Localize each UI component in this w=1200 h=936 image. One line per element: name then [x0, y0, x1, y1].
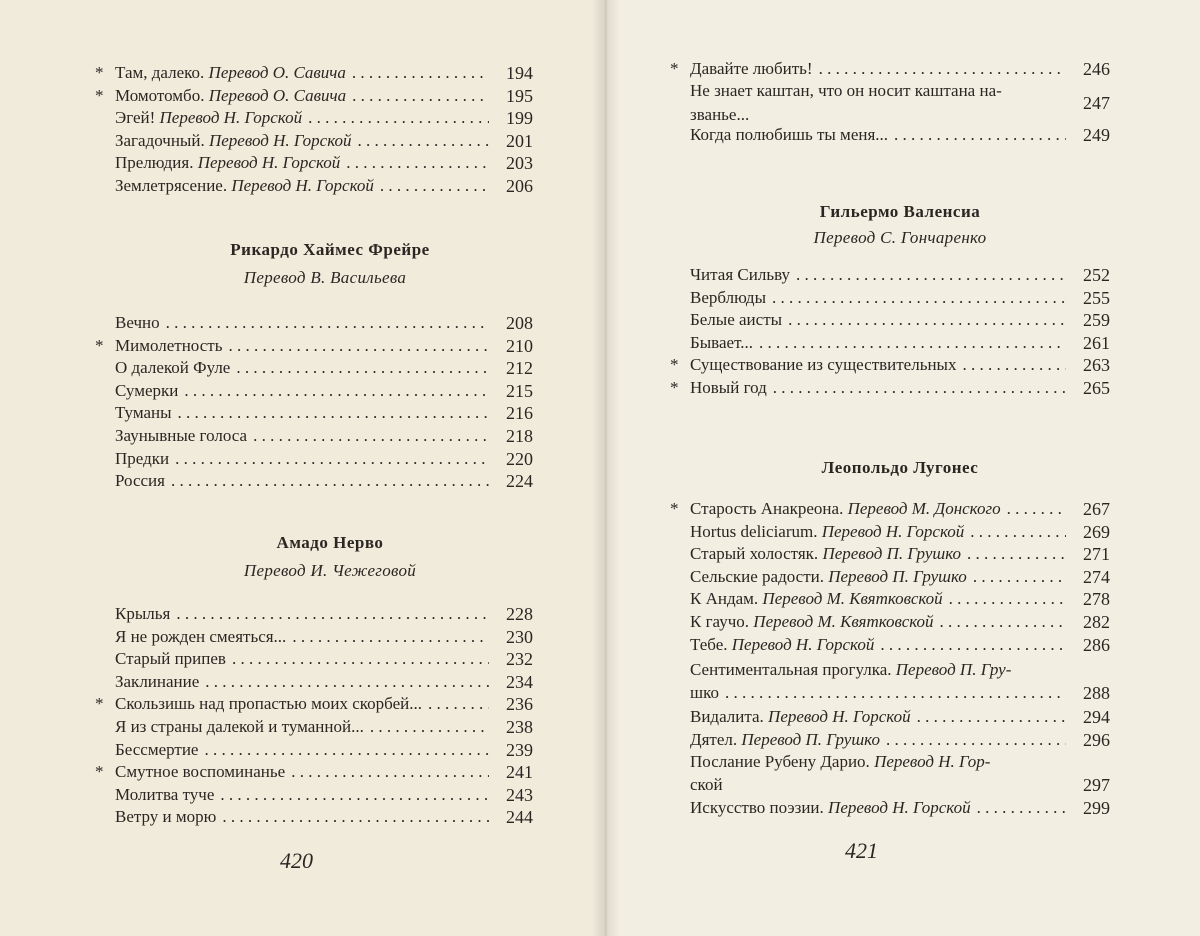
page-number: 297 — [1083, 775, 1110, 795]
dot-leader — [169, 448, 489, 470]
page-number: 218 — [506, 426, 533, 446]
toc-entry — [115, 716, 533, 738]
page-number: 282 — [1083, 612, 1110, 632]
entry-title — [115, 716, 364, 738]
toc-entry — [95, 335, 533, 357]
poem-title: Бывает... — [690, 332, 753, 352]
toc-entry — [690, 729, 1110, 751]
poem-title: Туманы — [115, 403, 172, 423]
entry-title — [690, 611, 934, 633]
dot-leader — [230, 357, 489, 379]
page-number: 288 — [1083, 683, 1110, 703]
entry-title — [115, 806, 216, 828]
toc-entry — [115, 380, 533, 402]
entry-title: ской — [690, 775, 723, 794]
toc-entry — [115, 626, 533, 648]
poem-title: Момотомбо. — [115, 85, 205, 105]
dot-leader — [340, 152, 489, 174]
poem-title: Мимолетность — [115, 335, 223, 355]
entry-title — [690, 58, 813, 80]
toc-entry — [95, 693, 533, 715]
entry-title — [690, 543, 961, 565]
author-heading: Рикардо Хаймес Фрейре — [230, 240, 430, 259]
toc-entry — [115, 648, 533, 670]
toc-entry — [690, 588, 1110, 610]
toc-entry — [115, 425, 533, 447]
page-number: 265 — [1083, 378, 1110, 398]
toc-entry — [690, 309, 1110, 331]
entry-title — [115, 603, 170, 625]
toc-entry — [670, 498, 1110, 520]
dot-leader — [719, 682, 1066, 704]
poem-title: Читая Сильву — [690, 265, 791, 284]
page-number: 271 — [1083, 544, 1110, 565]
translator-credit: Перевод О. Савича — [208, 63, 346, 82]
page-number: 232 — [506, 649, 533, 670]
page-number: 278 — [1083, 589, 1110, 610]
asterisk-mark: * — [670, 378, 679, 397]
toc-entry — [115, 603, 533, 625]
toc-entry — [115, 671, 533, 693]
page-number: 220 — [506, 448, 533, 469]
author-heading: Леопольдо Лугонес — [821, 458, 979, 477]
translator-credit: Перевод П. Гру- — [895, 660, 1012, 679]
poem-title: Белые аисты — [690, 310, 783, 330]
poem-title: Искусство поэзии. — [690, 798, 824, 817]
dot-leader — [214, 784, 489, 806]
entry-title — [690, 729, 880, 751]
entry-title: званье... — [690, 105, 750, 124]
toc-entry — [670, 377, 1110, 399]
poem-title: Тебе. — [690, 634, 728, 654]
entry-title — [690, 309, 782, 331]
poem-title: Там, далеко. — [115, 63, 205, 82]
poem-title: Эгей! — [115, 108, 156, 128]
entry-title — [690, 332, 753, 354]
dot-leader — [285, 761, 489, 783]
toc-entry — [690, 706, 1110, 728]
dot-leader — [964, 521, 1066, 543]
page-number: 269 — [1083, 521, 1110, 542]
toc-entry — [115, 357, 533, 379]
dot-leader — [170, 603, 489, 625]
page-number: 267 — [1083, 499, 1110, 519]
page-number: 252 — [1083, 265, 1110, 285]
entry-title — [690, 264, 790, 286]
toc-entry — [115, 470, 533, 492]
page-number: 206 — [506, 176, 533, 196]
entry-title — [115, 335, 222, 357]
dot-leader — [813, 58, 1066, 80]
toc-entry — [115, 739, 533, 761]
translator-credit: Перевод Н. Горской — [231, 176, 374, 195]
entry-title: Послание Рубену Дарио. Перевод Н. Гор- — [690, 752, 991, 771]
poem-title: Заунывные голоса — [115, 426, 248, 445]
page-number: 246 — [1083, 59, 1110, 79]
dot-leader — [374, 175, 489, 197]
entry-title — [690, 124, 888, 146]
asterisk-mark: * — [95, 762, 104, 782]
toc-entry — [115, 175, 533, 197]
toc-entry — [690, 634, 1110, 656]
entry-title — [115, 448, 169, 470]
entry-title — [690, 287, 766, 309]
page-number: 243 — [506, 784, 533, 805]
page-number: 255 — [1083, 287, 1110, 308]
dot-leader — [753, 332, 1066, 354]
page-number: 215 — [506, 380, 533, 401]
dot-leader — [767, 377, 1066, 399]
toc-entry — [95, 85, 533, 107]
dot-leader — [172, 402, 489, 424]
toc-entry-continuation — [690, 682, 1110, 704]
translator-credit: Перевод П. Грушко — [822, 544, 962, 564]
dot-leader — [178, 380, 489, 402]
dot-leader — [971, 797, 1066, 819]
entry-title — [115, 62, 346, 84]
entry-title — [690, 706, 911, 728]
entry-title — [115, 470, 165, 492]
dot-leader — [216, 806, 489, 828]
entry-title: шко — [690, 683, 719, 702]
page-number: 210 — [506, 335, 533, 356]
entry-title — [115, 784, 214, 806]
translator-credit: Перевод Н. Горской — [821, 521, 965, 541]
poem-title: Видалита. — [690, 707, 764, 726]
page-number: 247 — [1083, 93, 1110, 113]
poem-title: Бессмертие — [115, 739, 199, 759]
poem-title: Верблюды — [690, 287, 767, 307]
translator-credit: Перевод П. Грушко — [741, 729, 880, 749]
poem-title: Сумерки — [115, 380, 179, 400]
poem-title: Предки — [115, 448, 170, 468]
translator-credit: Перевод Н. Гор- — [874, 752, 991, 771]
page-number: 261 — [1083, 332, 1110, 353]
translator-heading: Перевод В. Васильева — [243, 268, 407, 287]
poem-title: Новый год — [690, 378, 767, 397]
dot-leader — [198, 739, 489, 761]
page-number: 239 — [506, 739, 533, 760]
page-folio: 420 — [280, 848, 313, 873]
entry-title — [690, 797, 971, 819]
toc-entry — [690, 611, 1110, 633]
toc-entry — [95, 761, 533, 783]
poem-title: Старый припев — [115, 649, 226, 669]
page-number: 212 — [506, 358, 533, 379]
translator-credit: Перевод Н. Горской — [197, 153, 341, 173]
poem-title: Заклинание — [115, 671, 200, 691]
entry-title — [115, 761, 285, 783]
page-folio: 421 — [845, 838, 878, 863]
toc-entry — [115, 130, 533, 152]
page-number: 230 — [506, 626, 533, 647]
poem-title: Я не рожден смеяться... — [115, 626, 287, 646]
poem-title: Hortus deliciarum. — [690, 521, 818, 541]
toc-entry — [115, 312, 533, 334]
page-number: 241 — [506, 762, 533, 783]
page-number: 299 — [1083, 798, 1110, 818]
asterisk-mark: * — [670, 59, 679, 78]
dot-leader — [967, 566, 1066, 588]
entry-title — [115, 107, 302, 129]
entry-title — [115, 648, 226, 670]
poem-title: Россия — [115, 471, 165, 491]
entry-title — [690, 377, 767, 399]
dot-leader — [247, 425, 489, 447]
poem-title: К гаучо. — [690, 612, 750, 631]
toc-entry — [670, 58, 1110, 80]
dot-leader — [766, 287, 1066, 309]
poem-title: К Андам. — [690, 589, 759, 609]
page-number: 208 — [506, 313, 533, 333]
translator-credit: Перевод Н. Горской — [159, 108, 303, 128]
page-number: 259 — [1083, 310, 1110, 331]
asterisk-mark: * — [670, 499, 679, 518]
entry-title — [690, 354, 956, 376]
entry-title — [115, 380, 178, 402]
poem-title: Я из страны далекой и туманной... — [115, 717, 364, 736]
translator-heading: Перевод С. Гончаренко — [813, 228, 987, 247]
poem-title: Когда полюбишь ты меня... — [690, 125, 889, 144]
page-number: 294 — [1083, 707, 1110, 727]
entry-title — [115, 312, 160, 334]
translator-credit: Перевод Н. Горской — [208, 130, 352, 150]
dot-leader — [222, 335, 489, 357]
asterisk-mark: * — [95, 335, 104, 355]
toc-entry — [115, 448, 533, 470]
toc-entry — [690, 287, 1110, 309]
toc-entry — [115, 152, 533, 174]
translator-credit: Перевод Н. Горской — [828, 798, 971, 817]
poem-title: Загадочный. — [115, 130, 205, 150]
dot-leader — [874, 634, 1066, 656]
entry-title — [115, 693, 422, 715]
poem-title: Дятел. — [690, 729, 738, 749]
page-number: 249 — [1083, 125, 1110, 145]
entry-title: Не знает каштан, что он носит каштана на- — [690, 81, 1002, 100]
page-number: 203 — [506, 153, 533, 174]
dot-leader — [422, 693, 489, 715]
page-number: 195 — [506, 85, 533, 106]
page-number: 244 — [506, 807, 533, 828]
asterisk-mark: * — [95, 694, 104, 714]
translator-credit: Перевод М. Квятковской — [762, 589, 943, 609]
dot-leader — [302, 107, 489, 129]
poem-title: О далекой Фуле — [115, 358, 231, 378]
page-number: 263 — [1083, 355, 1110, 376]
toc-entry — [115, 784, 533, 806]
entry-title: Сентиментальная прогулка. Перевод П. Гру- — [690, 660, 1012, 679]
entry-title — [115, 671, 199, 693]
poem-title: Ветру и морю — [115, 807, 217, 827]
entry-title — [690, 566, 967, 588]
entry-title — [115, 85, 346, 107]
poem-title: Сельские радости. — [690, 566, 824, 586]
toc-entry — [690, 332, 1110, 354]
dot-leader — [782, 309, 1066, 331]
entry-title — [115, 175, 374, 197]
page-number: 238 — [506, 717, 533, 737]
toc-entry — [690, 521, 1110, 543]
dot-leader — [286, 626, 489, 648]
entry-title — [690, 588, 943, 610]
entry-title — [115, 357, 230, 379]
dot-leader — [880, 729, 1066, 751]
entry-title — [115, 626, 286, 648]
page-number: 201 — [506, 130, 533, 151]
toc-entry — [690, 566, 1110, 588]
poem-title: Смутное воспоминанье — [115, 762, 286, 782]
page-number: 296 — [1083, 729, 1110, 750]
toc-entry — [690, 264, 1110, 286]
dot-leader — [961, 543, 1066, 565]
poem-title: Землетрясение. — [115, 176, 228, 195]
dot-leader — [352, 130, 489, 152]
poem-title: Существование из существительных — [690, 355, 957, 375]
dot-leader — [790, 264, 1066, 286]
dot-leader — [199, 671, 489, 693]
entry-title — [690, 634, 874, 656]
translator-credit: Перевод О. Савича — [208, 85, 347, 105]
toc-entry — [95, 62, 533, 84]
page-number: 228 — [506, 604, 533, 624]
page-number: 274 — [1083, 566, 1110, 587]
toc-entry — [690, 797, 1110, 819]
translator-credit: Перевод Н. Горской — [731, 634, 875, 654]
poem-title: Молитва туче — [115, 784, 215, 804]
entry-title — [115, 739, 198, 761]
poem-title: Вечно — [115, 313, 160, 332]
page-number: 216 — [506, 403, 533, 424]
translator-credit: Перевод Н. Горской — [768, 707, 911, 726]
poem-title: Старый холостяк. — [690, 544, 819, 564]
page-number: 194 — [506, 63, 533, 83]
dot-leader — [911, 706, 1066, 728]
entry-title — [690, 521, 964, 543]
toc-entry — [690, 543, 1110, 565]
entry-title — [115, 425, 247, 447]
book-gutter — [592, 0, 620, 936]
dot-leader — [943, 588, 1066, 610]
page-number: 199 — [506, 108, 533, 129]
dot-leader — [165, 470, 489, 492]
dot-leader — [956, 354, 1066, 376]
poem-title: Старость Анакреона. — [690, 499, 844, 518]
toc-entry — [115, 806, 533, 828]
asterisk-mark: * — [95, 63, 104, 82]
page-number: 224 — [506, 471, 533, 492]
page-number: 236 — [506, 694, 533, 715]
entry-title — [690, 498, 1001, 520]
dot-leader — [888, 124, 1066, 146]
toc-entry — [690, 124, 1110, 146]
dot-leader — [160, 312, 489, 334]
poem-title: Скользишь над пропастью моих скорбей... — [115, 694, 422, 714]
poem-title: Прелюдия. — [115, 153, 194, 173]
poem-title: Давайте любить! — [690, 59, 813, 78]
dot-leader — [364, 716, 489, 738]
translator-credit: Перевод М. Квятковской — [753, 612, 934, 631]
dot-leader — [934, 611, 1066, 633]
entry-title — [115, 152, 340, 174]
entry-title — [115, 130, 352, 152]
asterisk-mark: * — [670, 355, 679, 375]
toc-entry — [670, 354, 1110, 376]
toc-entry — [115, 107, 533, 129]
asterisk-mark: * — [95, 85, 104, 105]
dot-leader — [346, 62, 489, 84]
dot-leader — [1001, 498, 1066, 520]
entry-title — [115, 402, 172, 424]
page-number: 286 — [1083, 634, 1110, 655]
dot-leader — [226, 648, 489, 670]
toc-entry — [115, 402, 533, 424]
translator-credit: Перевод М. Донского — [847, 499, 1001, 518]
page-number: 234 — [506, 671, 533, 692]
poem-title: Крылья — [115, 604, 171, 623]
author-heading: Амадо Нерво — [276, 533, 384, 552]
translator-heading: Перевод И. Чежеговой — [243, 561, 417, 580]
dot-leader — [346, 85, 489, 107]
translator-credit: Перевод П. Грушко — [828, 566, 967, 586]
author-heading: Гильермо Валенсиа — [819, 202, 981, 221]
